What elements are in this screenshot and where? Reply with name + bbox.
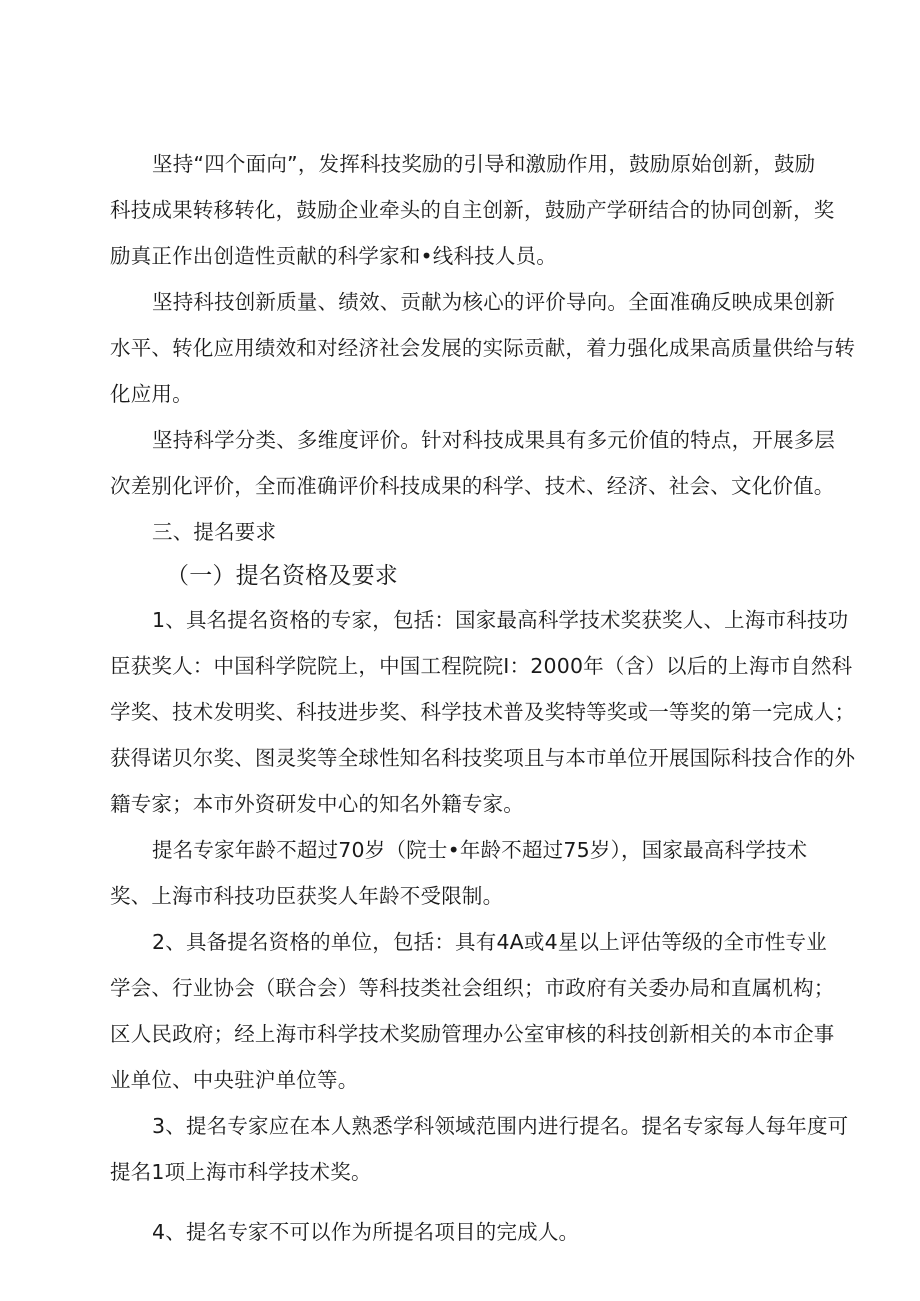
paragraph-1-line-1: 坚持“四个面向”，发挥科技奖励的引导和激励作用，鼓励原始创新，鼓励 [152,152,816,176]
paragraph-3-line-1: 坚持科学分类、多维度评价。针对科技成果具有多元价值的特点，开展多层 [152,428,836,452]
item-2-line-2: 学会、行业协会（联合会）等科技类社会组织；市政府有关委办局和直属机构； [110,976,835,1000]
age-limit-line-1: 提名专家年龄不超过70岁（院士•年龄不超过75岁），国家最高科学技术 [152,838,808,862]
item-1-line-1: 1、具名提名资格的专家，包括：国家最高科学技术奖获奖人、上海市科技功 [152,608,849,632]
item-2-line-3: 区人民政府；经上海市科学技术奖励管理办公室审核的科技创新相关的本市企事 [110,1022,835,1046]
item-2-line-1: 2、具备提名资格的单位，包括：具有4A或4星以上评估等级的全市性专业 [152,930,827,954]
section-heading: 三、提名要求 [152,520,277,544]
item-2-line-4: 业单位、中央驻沪单位等。 [110,1068,359,1092]
item-1-line-3: 学奖、技术发明奖、科技进步奖、科学技术普及奖特等奖或一等奖的第一完成人； [110,700,856,724]
subsection-heading: （一）提名资格及要求 [166,563,398,589]
item-1-line-5: 籍专家；本市外资研发中心的知名外籍专家。 [110,792,524,816]
paragraph-1-line-3: 励真正作出创造性贡献的科学家和•线科技人员。 [110,244,557,268]
paragraph-2-line-2: 水平、转化应用绩效和对经济社会发展的实际贡献，着力强化成果高质量供给与转 [110,336,856,360]
paragraph-2-line-3: 化应用。 [110,382,193,406]
paragraph-3-line-2: 次差别化评价，全而准确评价科技成果的科学、技术、经济、社会、文化价值。 [110,474,835,498]
paragraph-1-line-2: 科技成果转移转化，鼓励企业牵头的自主创新，鼓励产学研结合的协同创新，奖 [110,198,835,222]
age-limit-line-2: 奖、上海市科技功臣获奖人年龄不受限制。 [110,884,504,908]
item-4-line-1: 4、提名专家不可以作为所提名项目的完成人。 [152,1220,580,1244]
paragraph-2-line-1: 坚持科技创新质量、绩效、贡献为核心的评价导向。全面准确反映成果创新 [152,290,836,314]
item-1-line-2: 臣获奖人：中国科学院院上，中国工程院院I：2000年（含）以后的上海市自然科 [110,654,853,678]
item-1-line-4: 获得诺贝尔奖、图灵奖等全球性知名科技奖项且与本市单位开展国际科技合作的外 [110,746,856,770]
item-3-line-2: 提名1项上海市科学技术奖。 [110,1160,372,1184]
item-3-line-1: 3、提名专家应在本人熟悉学科领域范围内进行提名。提名专家每人每年度可 [152,1114,849,1138]
